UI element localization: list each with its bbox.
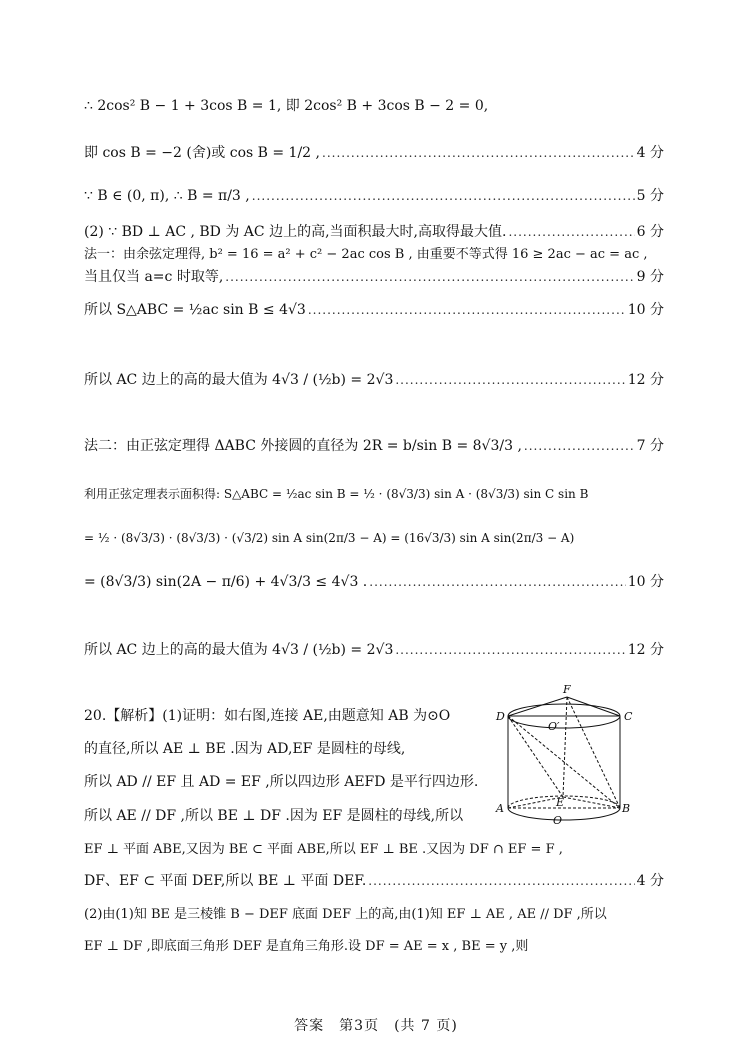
line-21 [84, 937, 664, 957]
line-20-text: (2)由(1)知 BE 是三棱锥 B − DEF 底面 DEF 上的高,由(1)知 EF ⊥ AE , AE // DF ,所以 [84, 907, 607, 922]
leader-dots [368, 871, 634, 891]
line-6-text: 当且仅当 a=c 时取等, [84, 269, 224, 285]
line-21-text: EF ⊥ DF ,即底面三角形 DEF 是直角三角形.设 DF = AE = x , BE = y ,则 [84, 939, 529, 954]
leader-dots [252, 186, 635, 206]
leader-dots [395, 640, 625, 660]
line-2-score: 4 分 [636, 145, 664, 161]
line-15-text: 的直径,所以 AE ⊥ BE .因为 AD,EF 是圆柱的母线, [84, 741, 406, 757]
label-f: F [563, 683, 571, 696]
line-2 [84, 143, 664, 163]
line-17 [84, 806, 504, 826]
line-1 [84, 96, 664, 116]
line-7-score: 10 分 [627, 302, 664, 318]
line-13 [84, 640, 664, 660]
line-10-text: 利用正弦定理表示面积得: S△ABC = ½ac sin B = ½ · (8√3/3) sin A · (8√3/3) sin C sin B [84, 487, 589, 501]
cylinder-figure [494, 682, 634, 827]
label-c: C [624, 710, 633, 723]
bottom-ellipse-front [508, 808, 620, 820]
segment-ef [563, 697, 567, 797]
line-3-score: 5 分 [636, 188, 664, 204]
line-13-score: 12 分 [627, 642, 664, 658]
label-b: B [622, 802, 631, 815]
line-19-score: 4 分 [636, 873, 664, 889]
line-19-text: DF、EF ⊂ 平面 DEF,所以 BE ⊥ 平面 DEF. [84, 873, 367, 889]
line-1-text: ∴ 2cos² B − 1 + 3cos B = 1, 即 2cos² B + 3cos B − 2 = 0, [84, 98, 489, 114]
line-4-text: (2) ∵ BD ⊥ AC , BD 为 AC 边上的高,当面积最大时,高取得最大值. [84, 224, 507, 240]
line-3 [84, 186, 664, 206]
leader-dots [508, 222, 634, 242]
line-12-score: 10 分 [627, 574, 664, 590]
line-11-text: = ½ · (8√3/3) · (8√3/3) · (√3/2) sin A sin(2π/3 − A) = (16√3/3) sin A sin(2π/3 − A) [84, 531, 575, 545]
line-19 [84, 871, 664, 891]
label-d: D [496, 710, 505, 723]
segment-ae [508, 797, 563, 808]
line-14-text: 20.【解析】(1)证明：如右图,连接 AE,由题意知 AB 为⊙O [84, 708, 451, 724]
line-10 [84, 484, 664, 504]
line-4 [84, 222, 664, 242]
leader-dots [322, 143, 635, 163]
line-16-text: 所以 AD // EF 且 AD = EF ,所以四边形 AEFD 是平行四边形. [84, 774, 479, 790]
line-18-text: EF ⊥ 平面 ABE,又因为 BE ⊂ 平面 ABE,所以 EF ⊥ BE .又因为 DF ∩ EF = F , [84, 842, 563, 857]
label-a: A [496, 802, 504, 815]
line-14 [84, 706, 504, 726]
line-3-text: ∵ B ∈ (0, π), ∴ B = π/3 , [84, 188, 250, 204]
line-5 [84, 245, 664, 265]
line-18 [84, 840, 664, 860]
line-17-text: 所以 AE // DF ,所以 BE ⊥ DF .因为 EF 是圆柱的母线,所以 [84, 808, 464, 824]
leader-dots [524, 436, 635, 456]
label-e: E [556, 796, 565, 809]
line-9 [84, 436, 664, 456]
line-9-text: 法二：由正弦定理得 ΔABC 外接圆的直径为 2R = b/sin B = 8√3/3 , [84, 438, 522, 454]
line-13-text: 所以 AC 边上的高的最大值为 4√3 / (½b) = 2√3 [84, 642, 394, 658]
line-7 [84, 300, 664, 320]
line-8 [84, 370, 664, 390]
line-20 [84, 905, 664, 925]
line-11 [84, 528, 664, 548]
leader-dots [395, 370, 625, 390]
segment-db [508, 716, 620, 808]
line-5-text: 法一：由余弦定理得, b² = 16 = a² + c² − 2ac cos B , 由重要不等式得 16 ≥ 2ac − ac = ac , [84, 247, 648, 262]
line-6-score: 9 分 [636, 269, 664, 285]
page-footer: 答案 第3页 (共 7 页) [294, 1018, 458, 1034]
segment-eb [563, 797, 620, 808]
line-7-text: 所以 S△ABC = ½ac sin B ≤ 4√3 [84, 302, 306, 318]
line-4-score: 6 分 [636, 224, 664, 240]
line-8-score: 12 分 [627, 372, 664, 388]
leader-dots [369, 572, 625, 592]
line-8-text: 所以 AC 边上的高的最大值为 4√3 / (½b) = 2√3 [84, 372, 394, 388]
line-9-score: 7 分 [636, 438, 664, 454]
line-2-text: 即 cos B = −2 (舍)或 cos B = 1/2 , [84, 145, 320, 161]
segment-fd [508, 697, 567, 716]
leader-dots [308, 300, 626, 320]
line-12-text: = (8√3/3) sin(2A − π/6) + 4√3/3 ≤ 4√3 . [84, 574, 368, 590]
line-6 [84, 267, 664, 287]
line-16 [84, 772, 504, 792]
label-o: O [553, 814, 563, 827]
label-o-prime: O′ [548, 720, 560, 733]
line-15 [84, 739, 504, 759]
leader-dots [225, 267, 634, 287]
line-12 [84, 572, 664, 592]
